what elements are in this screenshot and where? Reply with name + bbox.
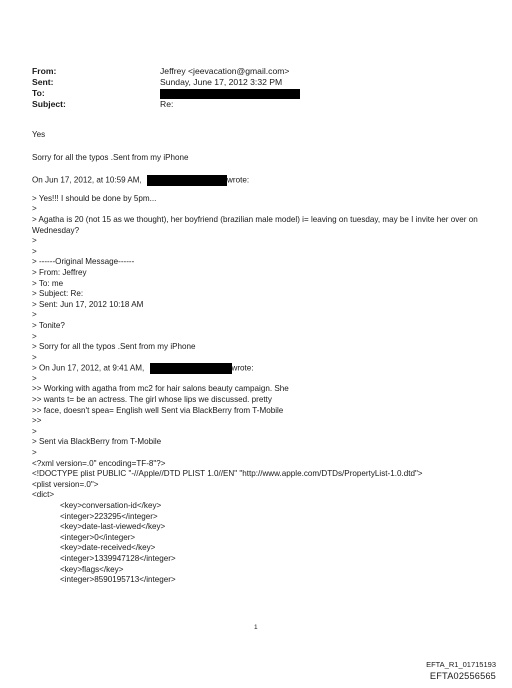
page-number: 1 (254, 624, 258, 631)
xml-line: <key>conversation-id</key> (60, 501, 162, 510)
body-line (32, 363, 482, 374)
subject-value: Re: (160, 99, 174, 109)
body-line (32, 175, 482, 186)
reply-attribution-wrote: wrote: (231, 363, 254, 373)
xml-line: <integer>8590195713</integer> (60, 575, 176, 585)
from-value: Jeffrey <jeevacation@gmail.com> (160, 66, 290, 76)
efta-stamp-small: EFTA_R1_01715193 (426, 660, 496, 669)
xml-line: <key>flags</key> (60, 564, 124, 574)
email-body (32, 130, 482, 586)
sent-label: Sent: (32, 77, 54, 87)
redaction-box (150, 363, 232, 374)
body-line: > Yes!!! I should be done by 5pm... (32, 193, 157, 203)
body-line: > (32, 373, 37, 383)
body-line: > Sent: Jun 17, 2012 10:18 AM (32, 299, 144, 309)
body-line: > (32, 331, 37, 341)
xml-line: <dict> (32, 490, 55, 500)
body-line: >> wants t= be an actress. The girl whose lips we discussed. pretty (32, 395, 272, 405)
body-line: > (32, 236, 37, 246)
from-row (32, 66, 300, 77)
sent-row (32, 77, 300, 88)
xml-line: <key>date-last-viewed</key> (60, 522, 166, 532)
xml-line: <?xml version=.0" encoding=TF-8"?> (32, 458, 166, 468)
body-line: Yes (32, 130, 46, 139)
body-line: >> face, doesn't spea= English well Sent via BlackBerry from T-Mobile (32, 405, 284, 415)
body-line: > Sent via BlackBerry from T-Mobile (32, 437, 162, 447)
xml-line: <plist version=.0"> (32, 479, 99, 489)
body-line: > Agatha is 20 (not 15 as we thought), her boyfriend (brazilian male model) i= leaving on tuesday, may be I invite her over on Wednesday? (32, 214, 478, 235)
sent-value: Sunday, June 17, 2012 3:32 PM (160, 77, 283, 87)
body-line: > (32, 426, 37, 436)
body-line: >> Working with agatha from mc2 for hair salons beauty campaign. She (32, 384, 289, 394)
body-line: > To: me (32, 278, 64, 288)
reply-attribution-wrote: wrote: (227, 175, 250, 185)
body-line: > (32, 310, 37, 320)
xml-line: <integer>1339947128</integer> (60, 553, 176, 563)
subject-label: Subject: (32, 99, 66, 109)
body-line: >> (32, 416, 42, 426)
from-label: From: (32, 66, 57, 76)
efta-stamp-large: EFTA02556565 (429, 671, 496, 681)
reply-attribution: > On Jun 17, 2012, at 9:41 AM, (32, 363, 145, 373)
reply-attribution: On Jun 17, 2012, at 10:59 AM, (32, 175, 142, 185)
body-line: > Tonite? (32, 320, 65, 330)
body-line: > (32, 448, 37, 458)
xml-line: <integer>0</integer> (60, 532, 136, 542)
body-line: > Sorry for all the typos .Sent from my iPhone (32, 342, 196, 352)
subject-row (32, 99, 300, 110)
xml-line: <key>date-received</key> (60, 543, 156, 553)
body-line: Sorry for all the typos .Sent from my iPhone (32, 152, 189, 162)
body-line: > Subject: Re: (32, 289, 84, 299)
xml-line: <integer>223295</integer> (60, 511, 158, 521)
redaction-box (160, 89, 300, 99)
body-line: > (32, 204, 37, 214)
xml-line: <!DOCTYPE plist PUBLIC "-//Apple//DTD PLIST 1.0//EN" "http://www.apple.com/DTDs/PropertyList-1.0.dtd"> (32, 469, 423, 479)
to-row (32, 88, 300, 99)
to-label: To: (32, 88, 45, 98)
body-line: > From: Jeffrey (32, 267, 87, 277)
body-line: > (32, 352, 37, 362)
body-line: > ------Original Message------ (32, 257, 135, 267)
redaction-box (147, 175, 227, 186)
email-header (32, 66, 300, 110)
body-line: > (32, 246, 37, 256)
